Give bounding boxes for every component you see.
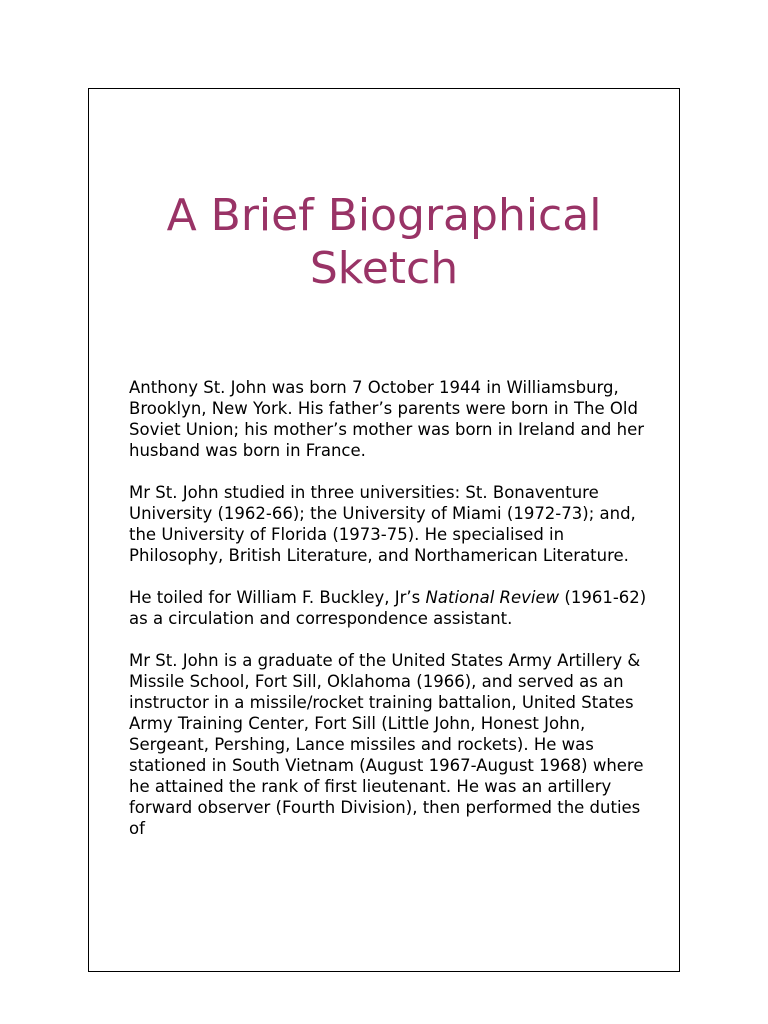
biography-body	[129, 377, 649, 860]
publication-title: National Review	[425, 588, 560, 607]
paragraph-text: He toiled for William F. Buckley, Jr’s	[129, 588, 426, 607]
title-line-2: Sketch	[309, 243, 459, 294]
page-title	[89, 189, 679, 295]
paragraph-birth: Anthony St. John was born 7 October 1944 in Williamsburg, Brooklyn, New York. His father’s parents were born in The Old Soviet Union; his mother’s mother was born in Ireland and her husband was born in France.	[129, 378, 645, 460]
paragraph-education: Mr St. John studied in three universities: St. Bonaventure University (1962-66); the University of Miami (1972-73); and, the University of Florida (1973-75). He specialised in Philosophy, British Literature, and Northamerican Literature.	[129, 483, 636, 565]
paragraph-national-review	[129, 587, 649, 629]
paragraph-text: (1961-62) as a circulation and correspondence assistant.	[129, 588, 647, 628]
document-page	[88, 88, 680, 972]
paragraph-military: Mr St. John is a graduate of the United States Army Artillery & Missile School, Fort Sill, Oklahoma (1966), and served as an instructor in a missile/rocket training battalion, United States Army Training Center, Fort Sill (Little John, Honest John, Sergeant, Pershing, Lance missiles and rockets). He was stationed in South Vietnam (August 1967-August 1968) where he attained the rank of first lieutenant. He was an artillery forward observer (Fourth Division), then performed the duties of	[129, 651, 644, 838]
title-line-1: A Brief Biographical	[166, 190, 602, 241]
